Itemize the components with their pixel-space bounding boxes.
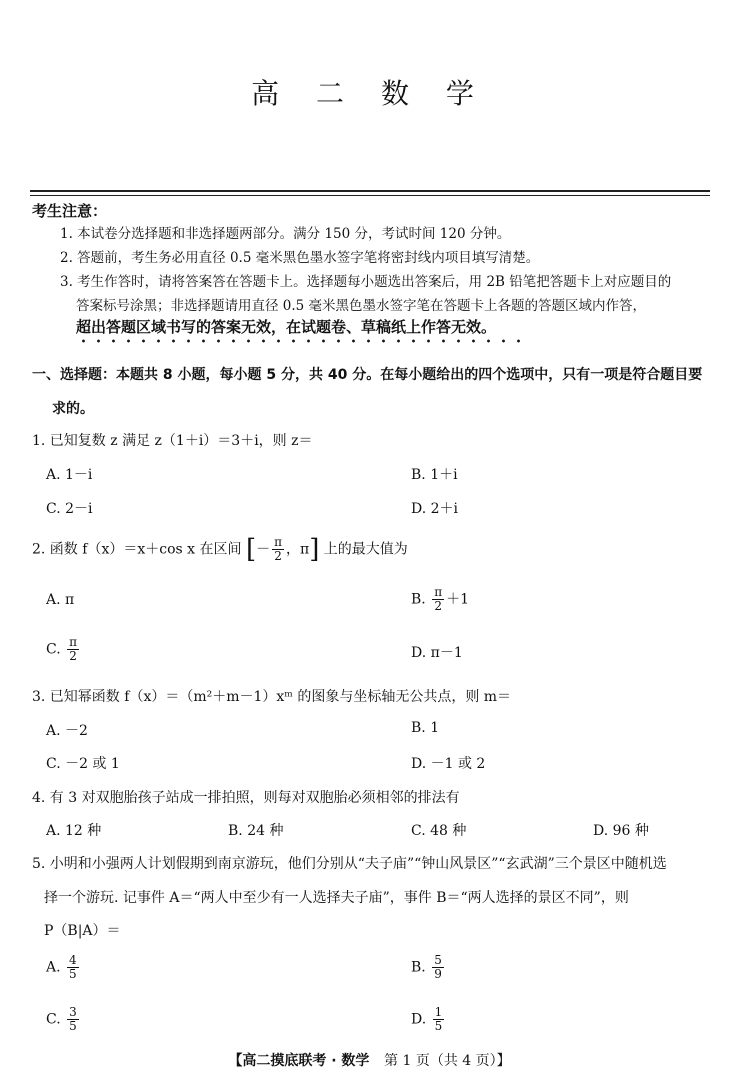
- q5-stem-line-1: 5. 小明和小强两人计划假期到南京游玩，他们分别从“夫子庙”“钟山风景区”“玄武湖”三个景区中随机选: [32, 856, 667, 872]
- q5-option-a-fraction: [67, 954, 79, 981]
- q2-stem: [32, 536, 408, 563]
- q5-option-b-denominator: 9: [434, 967, 442, 981]
- q5-stem-line-2: 择一个游玩. 记事件 A＝“两人中至少有一人选择夫子庙”，事件 B＝“两人选择的景区不同”，则: [44, 890, 629, 906]
- q5-stem-line-3: P（B|A）＝: [44, 923, 121, 939]
- q5-option-b: [411, 954, 446, 981]
- q4-option-c: C. 48 种: [411, 823, 467, 839]
- q5-option-c-label: C.: [46, 1011, 61, 1028]
- q2-option-a: A. π: [46, 592, 75, 608]
- q1-option-d: D. 2＋i: [411, 501, 459, 517]
- notice-item-3-line-2: 答案标号涂黑；非选择题请用直径 0.5 毫米黑色墨水签字笔在答题卡上各题的答题区域内作答，: [76, 298, 647, 314]
- q4-option-d: D. 96 种: [593, 823, 649, 839]
- q1-stem: 1. 已知复数 z 满足 z（1＋i）＝3＋i，则 z＝: [32, 433, 313, 449]
- q2-interval-right-bracket: ]: [309, 534, 320, 565]
- q2-option-c-numerator: π: [69, 635, 78, 649]
- q2-option-b-numerator: π: [434, 585, 443, 599]
- q2-option-b-fraction: [432, 586, 444, 613]
- q3-option-b: B. 1: [411, 720, 440, 736]
- q2-option-c-fraction: [67, 636, 79, 663]
- q2-option-b-label: B.: [411, 591, 426, 608]
- q1-option-c: C. 2－i: [46, 501, 93, 517]
- notice-item-3-line-1: 3. 考生作答时，请将答案答在答题卡上。选择题每小题选出答案后，用 2B 铅笔把答题卡上对应题目的: [60, 274, 672, 290]
- notice-heading: 考生注意：: [32, 202, 108, 220]
- q4-stem: 4. 有 3 对双胞胎孩子站成一排拍照，则每对双胞胎必须相邻的排法有: [32, 790, 460, 806]
- footer-exam-name: 【高二摸底联考 · 数学: [228, 1053, 370, 1069]
- q2-interval-numerator: π: [274, 535, 282, 549]
- q5-option-a-numerator: 4: [69, 953, 77, 967]
- q5-option-b-label: B.: [411, 959, 426, 976]
- q2-stem-prefix: 2. 函数 f（x）＝x＋cos x 在区间: [32, 541, 242, 558]
- q2-option-c-label: C.: [46, 641, 61, 658]
- q1-option-b: B. 1＋i: [411, 467, 458, 483]
- q2-option-b: [411, 586, 469, 613]
- q5-option-a: [46, 954, 81, 981]
- q5-option-d-denominator: 5: [434, 1019, 443, 1033]
- q2-interval-minus: －: [256, 541, 271, 558]
- q5-option-c-numerator: 3: [69, 1005, 77, 1019]
- q2-option-b-suffix: ＋1: [446, 591, 470, 608]
- q2-option-c: [46, 636, 81, 663]
- q5-option-b-fraction: [432, 954, 444, 981]
- q3-option-d: D. －1 或 2: [411, 756, 486, 772]
- q5-option-c-denominator: 5: [69, 1019, 77, 1033]
- q3-option-a: A. －2: [46, 723, 88, 739]
- q4-option-b: B. 24 种: [228, 823, 284, 839]
- section-1-line-2: 求的。: [52, 401, 94, 417]
- notice-item-3-line-3: 超出答题区域书写的答案无效，在试题卷、草稿纸上作答无效。: [76, 318, 497, 336]
- q5-option-c-fraction: [67, 1006, 79, 1033]
- q5-option-d-label: D.: [411, 1011, 427, 1028]
- header-rule-thick: [30, 190, 710, 192]
- q2-option-b-denominator: 2: [434, 599, 442, 613]
- page-title: 高 二 数 学: [251, 77, 488, 110]
- q2-option-d: D. π－1: [411, 645, 463, 661]
- q2-interval-fraction: [272, 536, 284, 563]
- q5-option-c: [46, 1006, 81, 1033]
- notice-item-1: 1. 本试卷分选择题和非选择题两部分。满分 150 分，考试时间 120 分钟。: [60, 226, 511, 242]
- q3-stem: 3. 已知幂函数 f（x）＝（m²＋m－1）xᵐ 的图象与坐标轴无公共点，则 m＝: [32, 689, 512, 705]
- q5-option-d-fraction: [433, 1006, 445, 1033]
- q2-interval-left-bracket: [: [245, 534, 257, 565]
- footer-page-number: 第 1 页（共 4 页）】: [384, 1053, 511, 1069]
- q1-option-a: A. 1－i: [46, 467, 93, 483]
- q2-stem-suffix: 上的最大值为: [323, 541, 408, 558]
- q5-option-a-denominator: 5: [69, 967, 77, 981]
- q5-option-d-numerator: 1: [434, 1005, 443, 1019]
- section-1-line-1: 一、选择题：本题共 8 小题，每小题 5 分，共 40 分。在每小题给出的四个选项中，只有一项是符合题目要: [32, 367, 703, 383]
- q3-option-c: C. －2 或 1: [46, 756, 120, 772]
- q5-option-d: [411, 1006, 446, 1033]
- page-footer: [0, 1050, 739, 1070]
- q2-option-c-denominator: 2: [69, 649, 77, 663]
- q2-interval-end: ，π: [285, 541, 310, 558]
- emphasis-dots: [76, 339, 526, 343]
- q2-interval-denominator: 2: [274, 549, 282, 563]
- header-rule-thin: [30, 195, 710, 196]
- q5-option-a-label: A.: [46, 959, 61, 976]
- notice-item-2: 2. 答题前，考生务必用直径 0.5 毫米黑色墨水签字笔将密封线内项目填写清楚。: [60, 250, 540, 266]
- q4-option-a: A. 12 种: [46, 823, 102, 839]
- q5-option-b-numerator: 5: [434, 953, 442, 967]
